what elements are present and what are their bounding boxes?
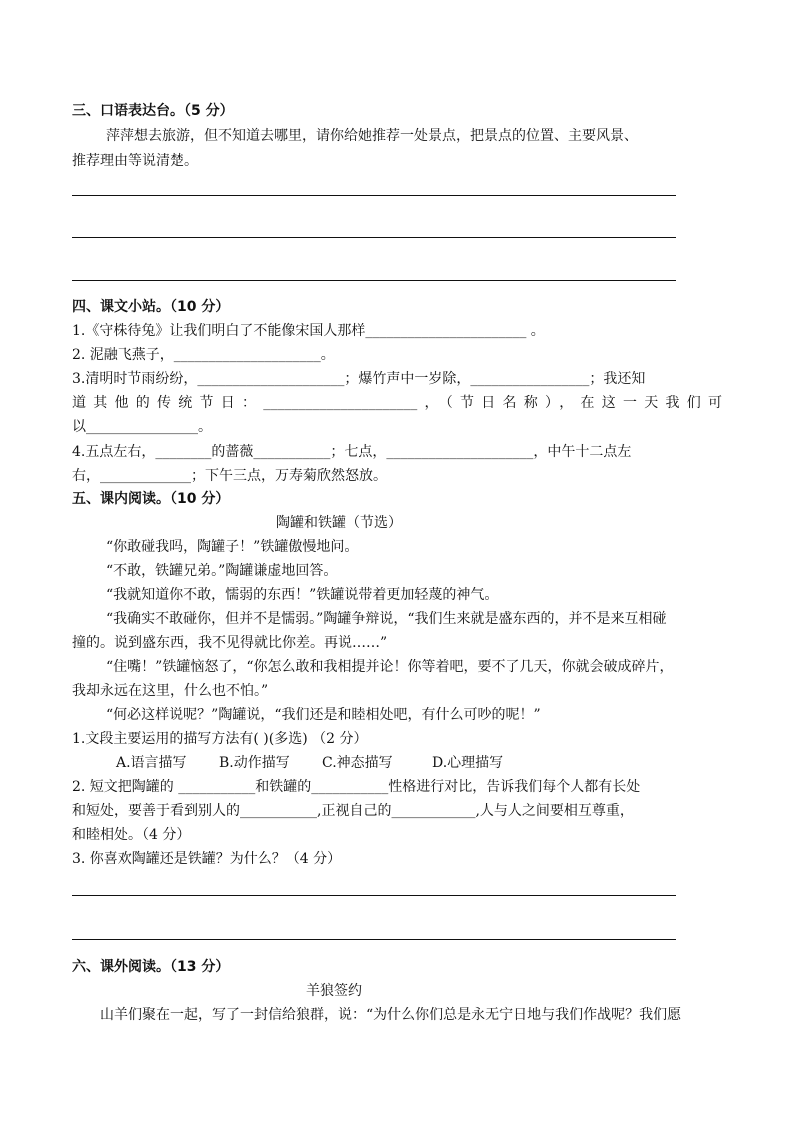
section-3-heading: 三、口语表达台。（5 分）	[72, 103, 234, 119]
passage-paragraph: “我就知道你不敢，懦弱的东西！”铁罐说带着更加轻蔑的神气。	[106, 587, 499, 603]
passage-paragraph: 我却永远在这里，什么也不怕。”	[72, 683, 269, 699]
answer-line[interactable]	[72, 237, 676, 238]
reading-passage-title: 陶罐和铁罐（节选）	[276, 515, 402, 531]
section-5-question-3: 3. 你喜欢陶罐还是铁罐？为什么？（4 分）	[72, 851, 342, 867]
answer-line[interactable]	[72, 939, 676, 940]
answer-line[interactable]	[72, 280, 676, 281]
passage-paragraph: “你敢碰我吗，陶罐子！”铁罐傲慢地问。	[106, 539, 359, 555]
answer-line[interactable]	[72, 895, 676, 896]
section-4-question-1: 1.《守株待兔》让我们明白了不能像宋国人那样_______________________ 。	[72, 323, 545, 339]
section-5-heading: 五、课内阅读。（10 分）	[72, 491, 230, 507]
passage-paragraph: “我确实不敢碰你，但并不是懦弱。”陶罐争辩说，“我们生来就是盛东西的，并不是来互相碰	[106, 611, 667, 627]
section-3-prompt-line-1: 萍萍想去旅游，但不知道去哪里，请你给她推荐一处景点，把景点的位置、主要风景、	[106, 128, 638, 144]
section-4-question-3-line-1: 3.清明时节雨纷纷，_____________________；爆竹声中一岁除，_________________；我还知	[72, 371, 646, 387]
passage-paragraph: “住嘴！”铁罐恼怒了，“你怎么敢和我相提并论！你等着吧，要不了几天，你就会破成碎片，	[106, 659, 674, 675]
option-d[interactable]: D.心理描写	[432, 755, 504, 771]
section-5-question-2-line-1: 2. 短文把陶罐的 ___________和铁罐的___________性格进行对比，告诉我们每个人都有长处	[72, 779, 641, 795]
section-4-question-4-line-1: 4.五点左右，________的蔷薇___________；七点，_____________________，中午十二点左	[72, 444, 632, 460]
section-4-heading: 四、课文小站。（10 分）	[72, 299, 230, 315]
section-5-question-1: 1.文段主要运用的描写方法有( )(多选) （2 分）	[72, 731, 368, 747]
section-6-heading: 六、课外阅读。（13 分）	[72, 959, 230, 975]
section-5-question-2-line-3: 和睦相处。（4 分）	[72, 827, 191, 843]
option-a[interactable]: A.语言描写	[116, 755, 187, 771]
option-c[interactable]: C.神态描写	[322, 755, 393, 771]
multiple-choice-options	[116, 753, 503, 773]
section-5-question-2-line-2: 和短处，要善于看到别人的___________,正视自己的____________,人与人之间要相互尊重，	[72, 803, 634, 819]
section-3-prompt-line-2: 推荐理由等说清楚。	[72, 153, 198, 169]
passage-paragraph: “不敢，铁罐兄弟。”陶罐谦虚地回答。	[106, 563, 338, 579]
section-4-question-4-line-2: 右，_____________；下午三点，万寿菊欣然怒放。	[72, 468, 387, 484]
section-4-question-3-line-2: 道其他的传统节日：______________________，（节日名称），在这一天我们可	[72, 395, 722, 411]
section-4-question-2: 2. 泥融飞燕子，_____________________。	[72, 347, 335, 363]
answer-line[interactable]	[72, 195, 676, 196]
passage-paragraph: “何必这样说呢？”陶罐说，“我们还是和睦相处吧，有什么可吵的呢！”	[106, 707, 541, 723]
passage-paragraph: 山羊们聚在一起，写了一封信给狼群，说：“为什么你们总是永无宁日地与我们作战呢？我们愿	[100, 1007, 682, 1023]
passage-paragraph: 撞的。说到盛东西，我不见得就比你差。再说……”	[72, 635, 388, 651]
reading-passage-title: 羊狼签约	[306, 983, 362, 999]
section-4-question-3-line-3: 以________________。	[72, 419, 212, 435]
option-b[interactable]: B.动作描写	[219, 755, 290, 771]
